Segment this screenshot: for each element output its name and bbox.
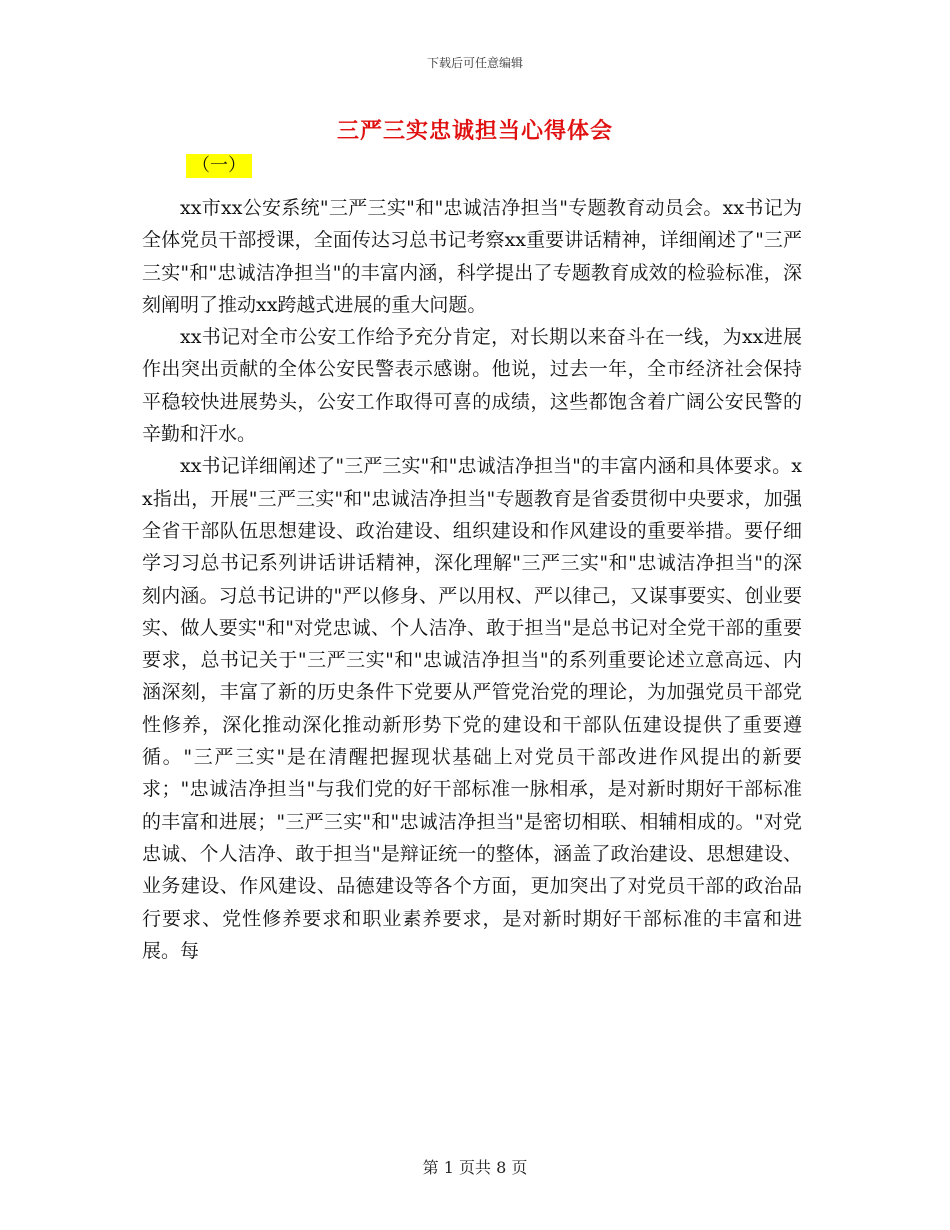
paragraph: xx书记详细阐述了"三严三实"和"忠诚洁净担当"的丰富内涵和具体要求。xx指出，开展"三严三实"和"忠诚洁净担当"专题教育是省委贯彻中央要求，加强全省干部队伍思想建设、政治建设、组织建设和作风建设的重要举措。要仔细学习习总书记系列讲话讲话精神，深化理解"三严三实"和"忠诚洁净担当"的深刻内涵。习总书记讲的"严以修身、严以用权、严以律己，又谋事要实、创业要实、做人要实"和"对党忠诚、个人洁净、敢于担当"是总书记对全党干部的重要要求，总书记关于"三严三实"和"忠诚洁净担当"的系列重要论述立意高远、内涵深刻，丰富了新的历史条件下党要从严管党治党的理论，为加强党员干部党性修养，深化推动深化推动新形势下党的建设和干部队伍建设提供了重要遵循。"三严三实"是在清醒把握现状基础上对党员干部改进作风提出的新要求；"忠诚洁净担当"与我们党的好干部标准一脉相承，是对新时期好干部标准的丰富和进展；"三严三实"和"忠诚洁净担当"是密切相联、相辅相成的。"对党忠诚、个人洁净、敢于担当"是辩证统一的整体，涵盖了政治建设、思想建设、业务建设、作风建设、品德建设等各个方面，更加突出了对党员干部的政治品行要求、党性修养要求和职业素养要求，是对新时期好干部标准的丰富和进展。每 [142,455,802,962]
document-title: 三严三实忠诚担当心得体会 [336,118,613,144]
paragraph: xx市xx公安系统"三严三实"和"忠诚洁净担当"专题教育动员会。xx书记为全体党员干部授课，全面传达习总书记考察xx重要讲话精神，详细阐述了"三严三实"和"忠诚洁净担当"的丰富内涵，科学提出了专题教育成效的检验标准，深刻阐明了推动xx跨越式进展的重大问题。 [142,197,802,316]
document-body [142,192,802,967]
page-footer: 第 1 页共 8 页 [422,1158,528,1177]
header-note: 下载后可任意编辑 [426,56,523,70]
paragraph: xx书记对全市公安工作给予充分肯定，对长期以来奋斗在一线，为xx进展作出突出贡献的全体公安民警表示感谢。他说，过去一年，全市经济社会保持平稳较快进展势头，公安工作取得可喜的成绩，这些都饱含着广阔公安民警的辛勤和汗水。 [142,326,802,446]
section-marker: （一） [186,154,252,178]
